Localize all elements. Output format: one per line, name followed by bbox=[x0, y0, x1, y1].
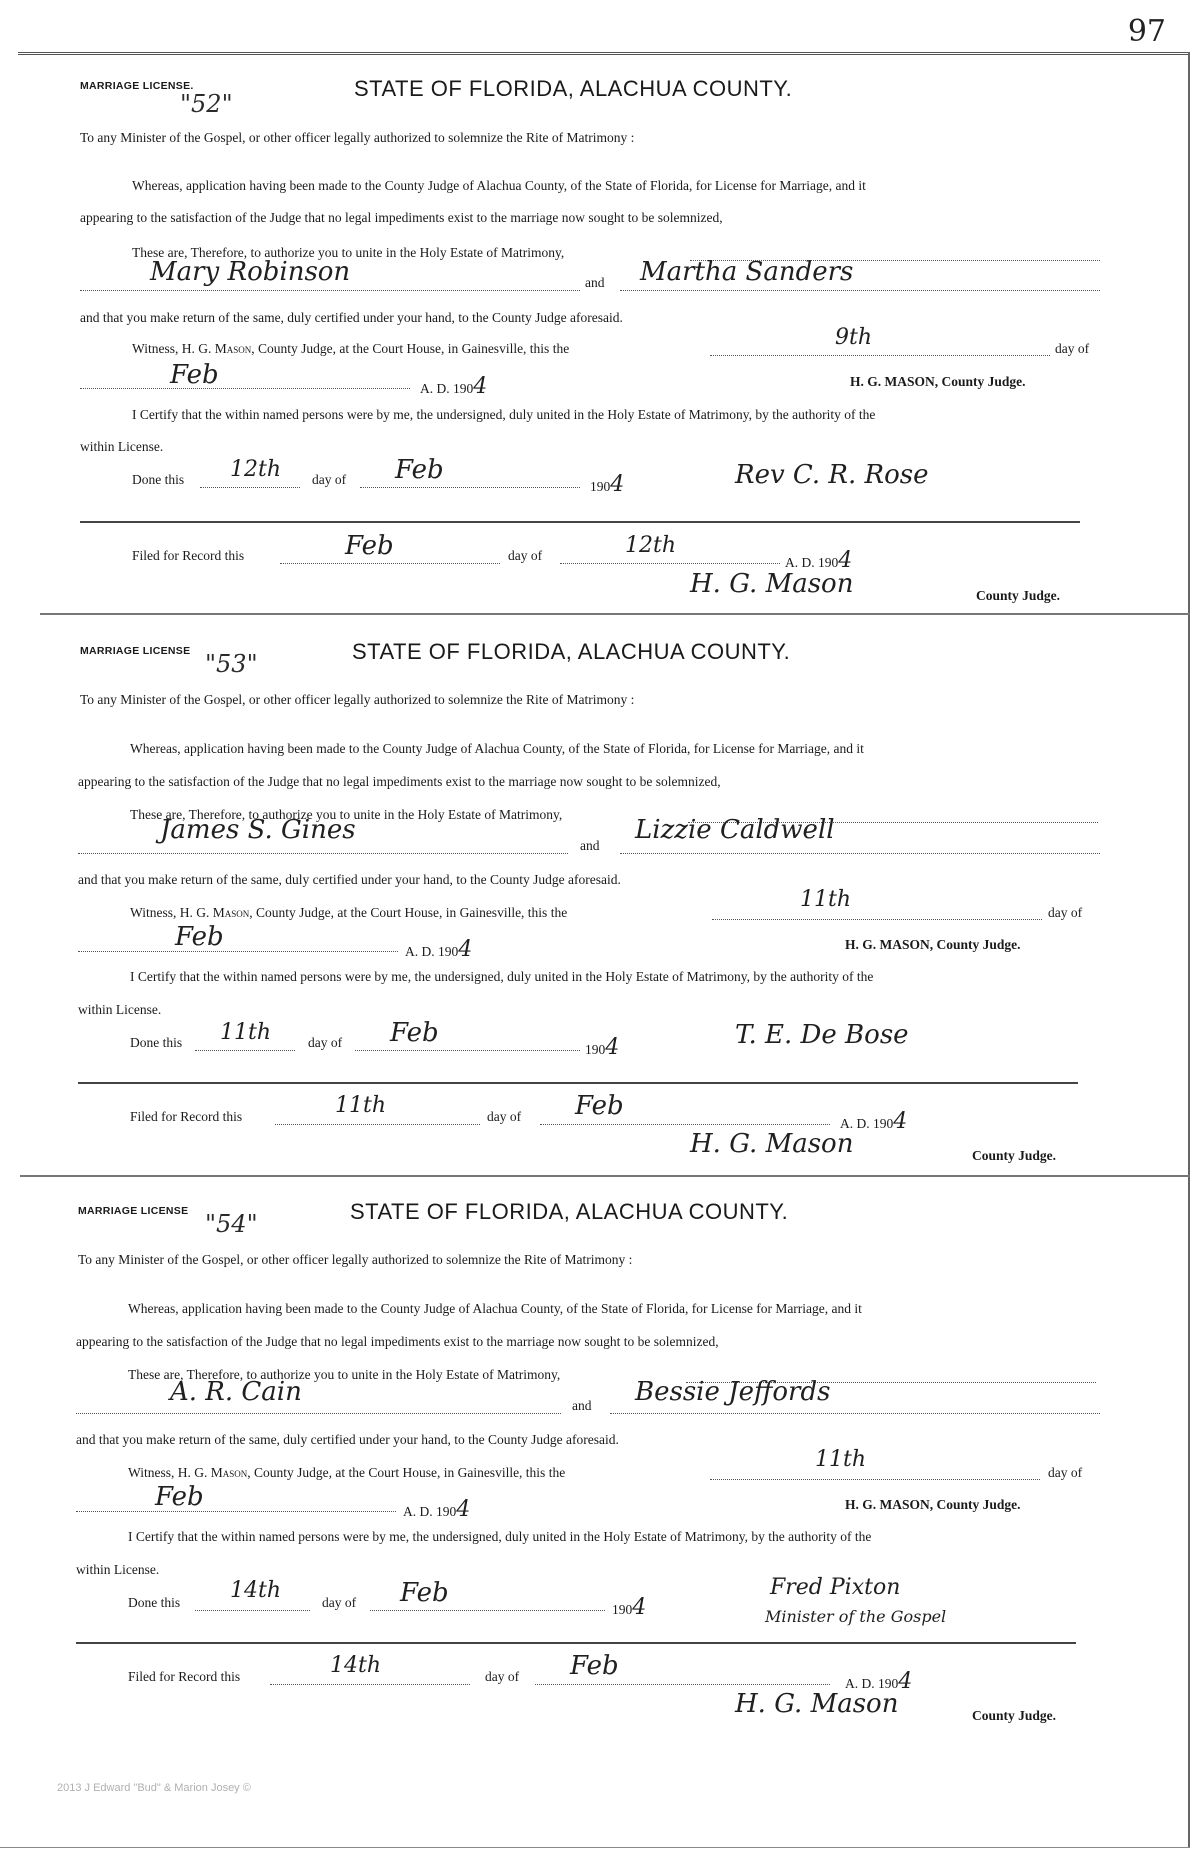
judge-signature-handwritten: H. G. Mason bbox=[690, 1129, 854, 1159]
officiant-signature: Rev C. R. Rose bbox=[735, 460, 929, 490]
witness-day-rule bbox=[710, 355, 1050, 356]
groom-rule bbox=[78, 853, 568, 854]
officiant-title: Minister of the Gospel bbox=[765, 1607, 947, 1626]
done-day-of-label: day of bbox=[322, 1595, 357, 1610]
filed-month: 12th bbox=[625, 533, 677, 558]
authorize-line: These are, Therefore, to authorize you to unite in the Holy Estate of Matrimony, bbox=[130, 807, 563, 822]
filed-month: Feb bbox=[570, 1651, 619, 1681]
section-separator bbox=[76, 1642, 1076, 1644]
filed-month-rule bbox=[560, 563, 780, 564]
judge-signature-printed: H. G. MASON, County Judge. bbox=[845, 1497, 1021, 1512]
groom-name: A. R. Cain bbox=[170, 1377, 302, 1407]
license-heading: STATE OF FLORIDA, ALACHUA COUNTY. bbox=[352, 639, 791, 664]
done-month-rule bbox=[370, 1610, 605, 1611]
and-label: and bbox=[580, 838, 600, 853]
witness-day: 11th bbox=[800, 887, 852, 912]
witness-line: Witness, H. G. Mason, County Judge, at the Court House, in Gainesville, this the bbox=[130, 905, 568, 920]
groom-name: James S. Gines bbox=[160, 815, 356, 845]
return-line: and that you make return of the same, duly certified under your hand, to the County Judge aforesaid. bbox=[76, 1432, 619, 1447]
county-judge-label: County Judge. bbox=[972, 1708, 1057, 1723]
whereas-line-2: appearing to the satisfaction of the Judge that no legal impediments exist to the marriage now sought to be solemnized, bbox=[76, 1334, 719, 1349]
done-month-rule bbox=[355, 1050, 580, 1051]
done-month-rule bbox=[360, 487, 580, 488]
officiant-signature: Fred Pixton bbox=[770, 1575, 901, 1600]
done-year: 1904 bbox=[585, 1035, 620, 1060]
address-line: To any Minister of the Gospel, or other officer legally authorized to solemnize the Rite of Matrimony : bbox=[80, 130, 635, 145]
certify-line-1: I Certify that the within named persons were by me, the undersigned, duly united in the Holy Estate of Matrimony, by the authority of the bbox=[130, 969, 874, 984]
witness-month: Feb bbox=[155, 1482, 204, 1512]
witness-day: 11th bbox=[815, 1447, 867, 1472]
marriage-license-54 bbox=[0, 1175, 1200, 1735]
done-year: 1904 bbox=[590, 472, 625, 497]
and-label: and bbox=[585, 275, 605, 290]
ad-label: A. D. 1904 bbox=[420, 374, 488, 399]
page-bottom-border bbox=[0, 1847, 1190, 1848]
filed-label: Filed for Record this bbox=[130, 1109, 243, 1124]
done-day-rule bbox=[200, 487, 300, 488]
witness-month-rule bbox=[76, 1511, 396, 1512]
done-day-of-label: day of bbox=[312, 472, 347, 487]
done-year: 1904 bbox=[612, 1595, 647, 1620]
county-judge-label: County Judge. bbox=[972, 1148, 1057, 1163]
whereas-line-1: Whereas, application having been made to the County Judge of Alachua County, of the State of Florida, for License for Marriage, and it bbox=[132, 178, 866, 193]
certify-line-2: within License. bbox=[76, 1562, 160, 1577]
bride-name: Lizzie Caldwell bbox=[635, 815, 835, 845]
authorize-line: These are, Therefore, to authorize you to unite in the Holy Estate of Matrimony, bbox=[128, 1367, 561, 1382]
section-separator bbox=[78, 1082, 1078, 1084]
witness-line: Witness, H. G. Mason, County Judge, at the Court House, in Gainesville, this the bbox=[128, 1465, 566, 1480]
done-month: Feb bbox=[395, 455, 444, 485]
done-day: 14th bbox=[230, 1578, 282, 1603]
done-day-rule bbox=[195, 1610, 310, 1611]
bride-name: Bessie Jeffords bbox=[635, 1377, 831, 1407]
filed-day-rule bbox=[270, 1684, 470, 1685]
license-number: "53" bbox=[205, 650, 258, 678]
license-heading: STATE OF FLORIDA, ALACHUA COUNTY. bbox=[350, 1199, 789, 1224]
whereas-line-2: appearing to the satisfaction of the Judge that no legal impediments exist to the marriage now sought to be solemnized, bbox=[78, 774, 721, 789]
done-month: Feb bbox=[400, 1578, 449, 1608]
marriage-license-52 bbox=[0, 55, 1200, 615]
authorize-line: These are, Therefore, to authorize you to unite in the Holy Estate of Matrimony, bbox=[132, 245, 565, 260]
filed-day-rule bbox=[280, 563, 500, 564]
filed-month-rule bbox=[535, 1684, 830, 1685]
day-of-label: day of bbox=[1048, 1465, 1083, 1480]
ad-label: A. D. 1904 bbox=[403, 1497, 471, 1522]
witness-day-rule bbox=[712, 919, 1042, 920]
filed-day-of-label: day of bbox=[485, 1669, 520, 1684]
and-label: and bbox=[572, 1398, 592, 1413]
certify-line-2: within License. bbox=[80, 439, 164, 454]
county-judge-label: County Judge. bbox=[976, 588, 1061, 603]
judge-signature-handwritten: H. G. Mason bbox=[735, 1689, 899, 1719]
certify-line-1: I Certify that the within named persons were by me, the undersigned, duly united in the Holy Estate of Matrimony, by the authority of the bbox=[128, 1529, 872, 1544]
judge-signature-printed: H. G. MASON, County Judge. bbox=[850, 374, 1026, 389]
judge-signature-handwritten: H. G. Mason bbox=[690, 569, 854, 599]
marriage-license-53 bbox=[0, 615, 1200, 1175]
license-heading: STATE OF FLORIDA, ALACHUA COUNTY. bbox=[354, 76, 793, 101]
page-number: 97 bbox=[1127, 14, 1166, 49]
bride-name: Martha Sanders bbox=[640, 257, 854, 287]
witness-day: 9th bbox=[835, 325, 873, 350]
whereas-line-1: Whereas, application having been made to the County Judge of Alachua County, of the State of Florida, for License for Marriage, and it bbox=[128, 1301, 862, 1316]
done-month: Feb bbox=[390, 1018, 439, 1048]
witness-line: Witness, H. G. Mason, County Judge, at the Court House, in Gainesville, this the bbox=[132, 341, 570, 356]
witness-month-rule bbox=[78, 951, 398, 952]
bride-rule bbox=[620, 290, 1100, 291]
address-line: To any Minister of the Gospel, or other officer legally authorized to solemnize the Rite of Matrimony : bbox=[78, 1252, 633, 1267]
return-line: and that you make return of the same, duly certified under your hand, to the County Judge aforesaid. bbox=[80, 310, 623, 325]
ad-label: A. D. 1904 bbox=[405, 937, 473, 962]
marriage-license-label: MARRIAGE LICENSE. bbox=[80, 80, 194, 92]
witness-month: Feb bbox=[175, 922, 224, 952]
done-day: 12th bbox=[230, 457, 282, 482]
marriage-license-label: MARRIAGE LICENSE bbox=[78, 1205, 189, 1217]
groom-name: Mary Robinson bbox=[150, 257, 351, 287]
bride-rule bbox=[620, 853, 1100, 854]
filed-label: Filed for Record this bbox=[128, 1669, 241, 1684]
groom-rule bbox=[76, 1413, 561, 1414]
filed-year: A. D. 1904 bbox=[840, 1109, 908, 1134]
filed-day: 14th bbox=[330, 1653, 382, 1678]
filed-day-of-label: day of bbox=[487, 1109, 522, 1124]
witness-month-rule bbox=[80, 388, 410, 389]
filed-day-rule bbox=[275, 1124, 480, 1125]
judge-signature-printed: H. G. MASON, County Judge. bbox=[845, 937, 1021, 952]
done-this-label: Done this bbox=[128, 1595, 181, 1610]
return-line: and that you make return of the same, duly certified under your hand, to the County Judge aforesaid. bbox=[78, 872, 621, 887]
filed-year: A. D. 1904 bbox=[785, 548, 853, 573]
address-line: To any Minister of the Gospel, or other officer legally authorized to solemnize the Rite of Matrimony : bbox=[80, 692, 635, 707]
marriage-license-label: MARRIAGE LICENSE bbox=[80, 645, 191, 657]
bride-rule bbox=[610, 1413, 1100, 1414]
whereas-line-1: Whereas, application having been made to the County Judge of Alachua County, of the State of Florida, for License for Marriage, and it bbox=[130, 741, 864, 756]
filed-year: A. D. 1904 bbox=[845, 1669, 913, 1694]
section-separator bbox=[80, 521, 1080, 523]
groom-rule bbox=[80, 290, 580, 291]
day-of-label: day of bbox=[1048, 905, 1083, 920]
filed-label: Filed for Record this bbox=[132, 548, 245, 563]
certify-line-2: within License. bbox=[78, 1002, 162, 1017]
certify-line-1: I Certify that the within named persons were by me, the undersigned, duly united in the Holy Estate of Matrimony, by the authority of the bbox=[132, 407, 876, 422]
copyright-watermark: 2013 J Edward "Bud" & Marion Josey © bbox=[57, 1782, 251, 1794]
filed-day-of-label: day of bbox=[508, 548, 543, 563]
filed-month-rule bbox=[540, 1124, 830, 1125]
license-number: "52" bbox=[180, 90, 233, 118]
done-this-label: Done this bbox=[130, 1035, 183, 1050]
whereas-line-2: appearing to the satisfaction of the Judge that no legal impediments exist to the marriage now sought to be solemnized, bbox=[80, 210, 723, 225]
done-this-label: Done this bbox=[132, 472, 185, 487]
witness-month: Feb bbox=[170, 360, 219, 390]
done-day: 11th bbox=[220, 1020, 272, 1045]
filed-month: Feb bbox=[575, 1091, 624, 1121]
done-day-of-label: day of bbox=[308, 1035, 343, 1050]
filed-day: Feb bbox=[345, 531, 394, 561]
filed-day: 11th bbox=[335, 1093, 387, 1118]
license-number: "54" bbox=[205, 1210, 258, 1238]
officiant-signature: T. E. De Bose bbox=[735, 1020, 909, 1050]
witness-day-rule bbox=[710, 1479, 1040, 1480]
day-of-label: day of bbox=[1055, 341, 1090, 356]
done-day-rule bbox=[195, 1050, 295, 1051]
